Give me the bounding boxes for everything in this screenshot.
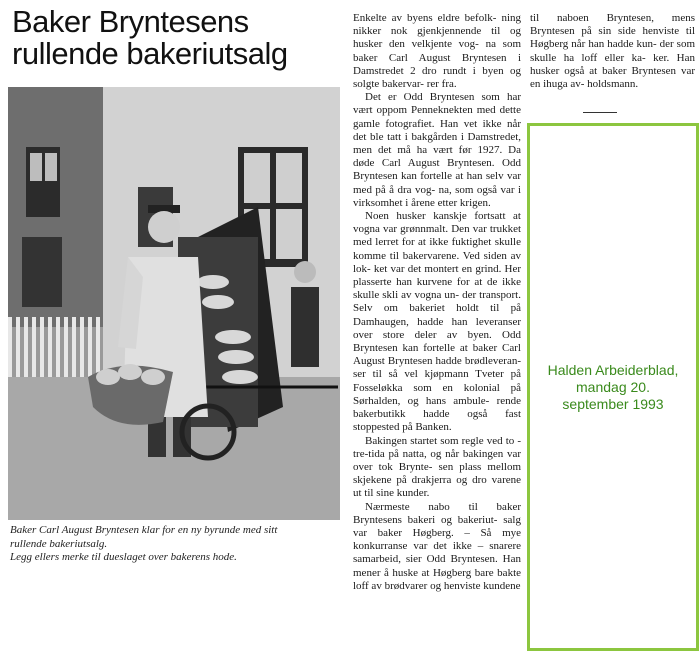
article-column-1: [353, 12, 521, 593]
article-line: på Fosseløkka som en kolonial: [353, 368, 521, 394]
article-line: Bryntesen på sin side henviste: [530, 25, 680, 38]
article-line: han leveranser over store deler: [353, 315, 521, 341]
article-line: der transport. Selv om bakeriet: [353, 289, 521, 315]
article-line: rer fra.: [426, 78, 457, 91]
article-line: har vært oppom Penneknekten: [353, 91, 522, 117]
source-note-line: september 1993: [562, 395, 664, 412]
article-line: ning nikker nok gjenkjennende: [353, 12, 522, 38]
article-line: salg var baker Høgberg. – Så: [353, 513, 521, 539]
article-line: Bryntesen i Damstredet 2 dro: [353, 51, 521, 77]
article-line: var trukket med lerret for at: [353, 223, 522, 249]
article-line: sine kunder.: [376, 487, 430, 500]
article-line: årene etter krigen.: [411, 196, 491, 209]
article-line: fortelle at baker Carl August: [353, 342, 521, 368]
article-line: ser til så vel kjøpmann Tveter: [353, 368, 504, 381]
article-line: Bryntesen. Han mener å huske: [353, 553, 521, 579]
caption-line: rullende bakeriutsalg.: [10, 537, 108, 550]
article-headline: [12, 6, 342, 70]
article-column-2: [530, 12, 695, 91]
photo-caption: [10, 524, 340, 565]
article-line: det må ha vært før 1927. Da: [377, 144, 522, 157]
source-note: [538, 362, 688, 413]
article-line: Han vet ikke når det ble tatt i: [353, 117, 521, 143]
article-line: Bryntesen var en ihuga av-: [530, 64, 695, 91]
article-line: Enkelte av byens eldre befolk-: [353, 12, 497, 24]
article-paragraph: [353, 12, 521, 91]
article-line: der som skulle ha loff eller ka-: [530, 38, 695, 64]
article-line: med dette gamle fotografiet.: [353, 104, 521, 130]
article-line: ikke fuktighet skulle komme til: [353, 236, 521, 262]
article-line: holdt til på Damhaugen, hadde: [353, 302, 521, 328]
article-line: ker. Han husker også at baker: [530, 51, 696, 77]
article-line: av byen. Odd Bryntesen kan: [353, 328, 521, 355]
article-line: han selv var med på å dra vog-: [353, 170, 521, 196]
article-line: til Høgberg når han hadde kun-: [530, 25, 696, 51]
article-line: til og husker den velkjente vog-: [353, 25, 522, 51]
caption-line: Legg ellers merke til dueslaget over bakerens hode.: [10, 551, 237, 563]
article-line: Bakingen startet som regle: [365, 434, 484, 447]
baker-cart-photo: [8, 87, 340, 520]
source-note-line: Halden Arbeiderblad,: [547, 361, 679, 378]
article-line: Bryntesens bakeri og bakeriut-: [353, 513, 498, 526]
article-line: bakgården i Damstredet, men: [353, 130, 522, 157]
article-line: til naboen Bryntesen, mens: [530, 12, 695, 24]
article-line: bakingen var over tok Brynte-: [353, 447, 521, 473]
article-paragraph: [353, 210, 521, 434]
article-paragraph: [353, 91, 521, 210]
article-line: snarere samarbeid, sier Odd: [353, 540, 522, 566]
article-paragraph: [353, 435, 521, 501]
source-note-box: [527, 123, 699, 651]
source-note-line: mandag 20.: [576, 378, 650, 395]
article-line: på Sørhalden, og hans ambule-: [353, 381, 522, 407]
article-paragraph: [530, 12, 695, 91]
article-line: at Høgberg bare bakte loff av: [353, 566, 522, 592]
article-line: fast stoppested på Banken.: [353, 408, 522, 434]
article-paragraph: [353, 501, 521, 593]
article-line: Bryntesen hadde brødleveran-: [387, 355, 522, 368]
article-line: rende bakerbutikk hadde også: [353, 394, 521, 421]
article-line: ket var det montert en grind.: [373, 262, 502, 275]
article-line: de ikke skulle skli av vogna un-: [353, 276, 522, 302]
article-line: holdsmann.: [587, 78, 639, 91]
article-line: Det er Odd Bryntesen som: [365, 91, 500, 104]
article-line: at vogna var grønnmalt. Den: [353, 210, 521, 236]
article-line: bakervarene. Ved siden av lok-: [353, 249, 521, 275]
article-line: Odd Bryntesen kan fortelle at: [353, 157, 521, 183]
article-line: na som baker Carl August: [353, 38, 521, 64]
headline-line-1: Baker Bryntesens: [12, 4, 249, 39]
article-line: na, som også var i virksomhet i: [353, 183, 522, 209]
article-line: drakjerra og dro varene ut til: [353, 474, 521, 500]
article-line: døde Carl August Bryntesen.: [353, 157, 495, 170]
article-line: Nærmeste nabo til baker: [365, 500, 521, 513]
article-line: Noen husker kanskje fortsatt: [365, 210, 506, 223]
article-line: mye konkurranse var det ikke –: [353, 526, 522, 553]
headline-line-2: rullende bakeriutsalg: [12, 36, 288, 71]
article-line: rundt i byen og solgte bakervar-: [353, 64, 521, 91]
end-rule: [583, 112, 617, 113]
article-line: brødvarer og henviste kundene: [384, 579, 521, 592]
caption-line: Baker Carl August Bryntesen klar for en ny byrunde med sitt: [10, 524, 278, 536]
article-line: sen plass mellom skjekene på: [353, 460, 522, 487]
article-line: Her plasserte han kurvene for at: [353, 262, 522, 289]
article-line: ved to - tre-tida på natta, og når: [353, 434, 521, 460]
